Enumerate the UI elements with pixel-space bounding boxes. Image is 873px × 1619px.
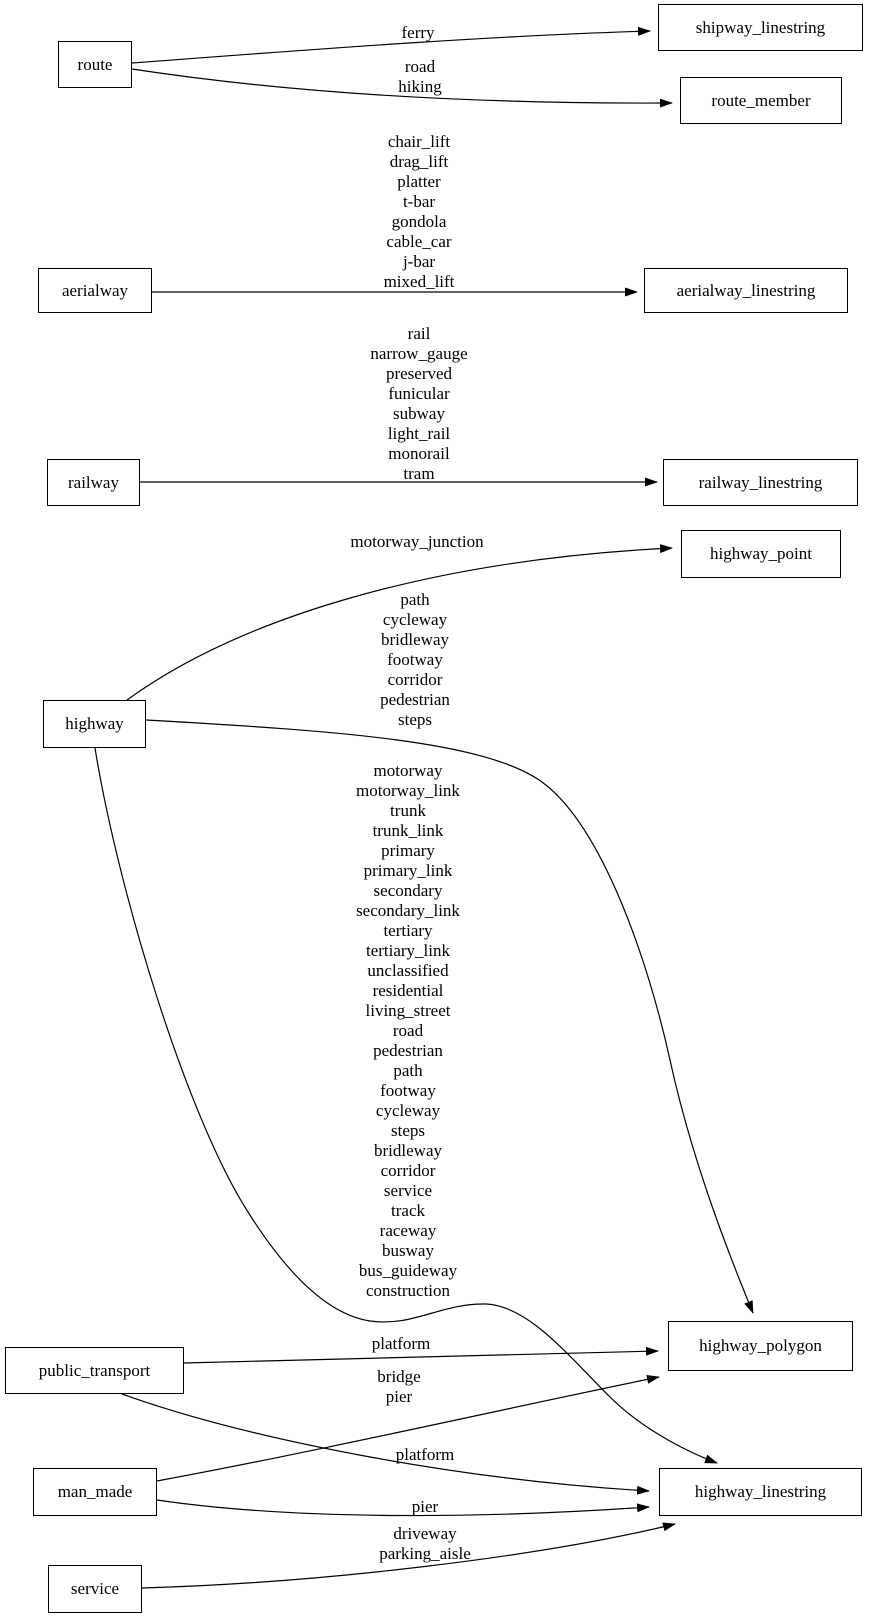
edge-man_made-bridge-highway_polygon-label xyxy=(377,1367,420,1407)
node-label: man_made xyxy=(57,1482,133,1501)
edge-label-line: rail xyxy=(407,324,431,343)
edge-label-line: platform xyxy=(395,1445,455,1464)
edge-label-line: t-bar xyxy=(402,192,436,211)
node-aerialway xyxy=(38,268,152,313)
edge-public_transport-platform-highway_linestring-line xyxy=(122,1394,649,1491)
edge-label-line: bridleway xyxy=(381,630,449,649)
node-label: route_member xyxy=(711,90,811,110)
edge-label-line: cable_car xyxy=(386,232,452,251)
node-label: highway_polygon xyxy=(699,1336,822,1355)
edge-label-line: busway xyxy=(382,1241,434,1260)
edge-label-line: driveway xyxy=(393,1524,457,1543)
edge-label-line: tertiary xyxy=(383,921,433,940)
node-railway xyxy=(47,459,140,506)
edge-label-line: tram xyxy=(403,464,435,483)
edge-label-line: funicular xyxy=(388,384,450,403)
node-highway_point xyxy=(681,530,841,578)
node-route_member xyxy=(680,77,842,124)
node-man_made xyxy=(33,1468,157,1516)
edge-label-line: cycleway xyxy=(375,1101,441,1120)
edge-service-driveway-highway_linestring-label xyxy=(379,1524,471,1564)
edge-label-line: bridleway xyxy=(374,1141,442,1160)
edge-label-line: service xyxy=(383,1181,433,1200)
edge-label-line: pier xyxy=(385,1387,413,1406)
edge-route-ferry-shipway_linestring-label xyxy=(401,23,434,43)
node-label: railway xyxy=(68,472,119,492)
edge-label-line: tertiary_link xyxy=(365,941,451,960)
edge-label-line: path xyxy=(400,590,430,609)
edge-label-line: platter xyxy=(397,172,441,191)
edge-label-line: secondary_link xyxy=(356,901,460,920)
node-service xyxy=(48,1565,142,1613)
node-label: aerialway_linestring xyxy=(676,280,816,300)
edge-label-line: unclassified xyxy=(367,961,449,980)
edge-label-line: subway xyxy=(393,404,445,423)
edge-label-line: cycleway xyxy=(382,610,448,629)
edge-label-line: j-bar xyxy=(402,252,436,271)
edge-label-line: pedestrian xyxy=(373,1041,443,1060)
edge-label-line: light_rail xyxy=(387,424,451,443)
edge-public_transport-platform-highway_linestring-label xyxy=(396,1445,455,1465)
edge-label-line: path xyxy=(393,1061,423,1080)
edge-label-line: motorway xyxy=(373,761,443,780)
edge-man_made-pier-highway_linestring-label xyxy=(412,1497,438,1517)
edge-label-line: bus_guideway xyxy=(358,1261,458,1280)
edge-label-line: construction xyxy=(365,1281,451,1300)
node-shipway_linestring xyxy=(658,4,863,51)
edge-label-line: narrow_gauge xyxy=(370,344,468,363)
edge-label-line: road xyxy=(392,1021,424,1040)
edge-label-line: secondary xyxy=(373,881,443,900)
edge-railway-railway_linestring-label xyxy=(370,324,467,484)
node-label: route xyxy=(77,54,113,74)
edge-label-line: monorail xyxy=(388,444,450,463)
edge-public_transport-platform-highway_polygon-label xyxy=(372,1334,431,1354)
node-label: service xyxy=(70,1579,120,1598)
edge-label-line: mixed_lift xyxy=(383,272,455,291)
edge-man_made-pier-highway_linestring-line xyxy=(157,1500,649,1516)
edge-highway-motorway_junction-highway_point-label xyxy=(350,532,483,552)
node-highway_polygon xyxy=(668,1321,853,1371)
edge-label-line: living_street xyxy=(365,1001,451,1020)
node-label: shipway_linestring xyxy=(695,17,826,37)
edge-label-line: trunk xyxy=(390,801,426,820)
edge-highway-roads-highway_linestring-label xyxy=(356,761,460,1301)
edge-label-line: road xyxy=(404,57,436,76)
node-label: highway xyxy=(65,714,124,733)
node-railway_linestring xyxy=(663,459,858,506)
edge-label-line: corridor xyxy=(380,1161,436,1180)
node-label: railway_linestring xyxy=(698,472,823,492)
node-public_transport xyxy=(5,1347,184,1394)
edge-label-line: hiking xyxy=(398,77,442,96)
edge-label-line: ferry xyxy=(401,23,435,42)
edge-label-line: pier xyxy=(411,1497,439,1516)
edge-highway-paths-highway_polygon-label xyxy=(380,590,450,730)
edge-label-line: preserved xyxy=(385,364,453,383)
edge-label-line: raceway xyxy=(379,1221,437,1240)
node-label: highway_point xyxy=(710,544,812,563)
edge-label-line: residential xyxy=(372,981,444,1000)
edge-label-line: footway xyxy=(380,1081,436,1100)
edge-label-line: parking_aisle xyxy=(379,1544,471,1563)
edge-aerialway-aerialway_linestring-label xyxy=(384,132,455,292)
node-label: aerialway xyxy=(61,280,129,300)
node-aerialway_linestring xyxy=(644,268,848,313)
edge-label-line: gondola xyxy=(391,212,447,231)
edge-label-line: track xyxy=(391,1201,425,1220)
edge-label-line: drag_lift xyxy=(389,152,449,171)
node-highway_linestring xyxy=(659,1468,862,1516)
node-label: highway_linestring xyxy=(694,1482,827,1501)
edge-label-line: bridge xyxy=(377,1367,421,1386)
edge-label-line: steps xyxy=(397,710,432,729)
edge-route-road-route_member-label xyxy=(398,57,441,97)
edge-label-line: corridor xyxy=(387,670,443,689)
node-highway xyxy=(43,700,146,748)
edge-label-line: chair_lift xyxy=(387,132,451,151)
edge-label-line: primary xyxy=(381,841,435,860)
edge-label-line: platform xyxy=(371,1334,431,1353)
node-label: public_transport xyxy=(38,1360,151,1380)
node-route xyxy=(58,41,132,88)
edge-label-line: pedestrian xyxy=(380,690,450,709)
edge-label-line: steps xyxy=(390,1121,425,1140)
edge-label-line: footway xyxy=(387,650,443,669)
edge-label-line: trunk_link xyxy=(372,821,444,840)
edge-label-line: motorway_junction xyxy=(350,532,484,551)
edge-route-ferry-shipway_linestring-line xyxy=(132,31,650,63)
edge-label-line: motorway_link xyxy=(356,781,460,800)
edge-label-line: primary_link xyxy=(363,861,453,880)
